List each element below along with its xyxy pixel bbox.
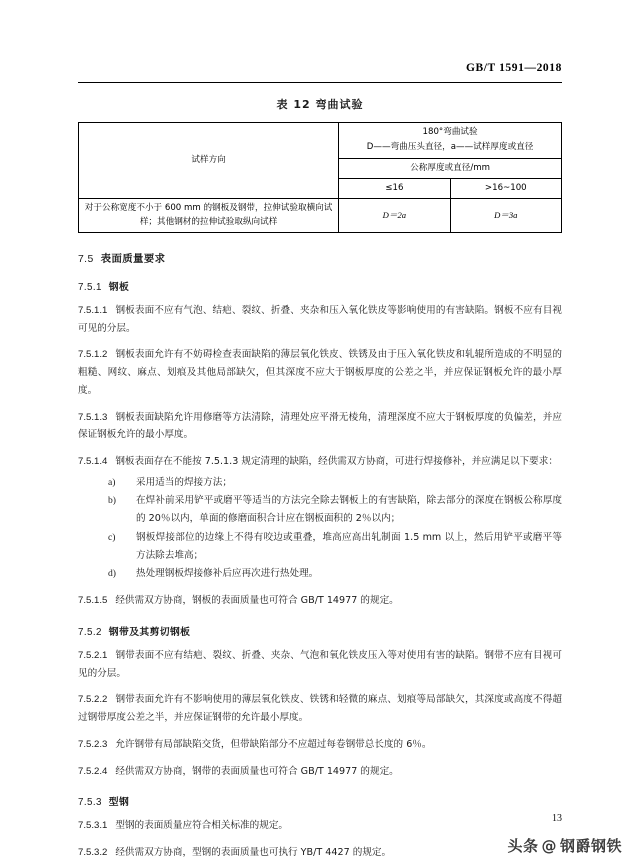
table-cell-value-1: D＝2a: [339, 199, 450, 233]
section-title-7-5: 表面质量要求: [100, 252, 166, 265]
clause-7-5-1-3: [78, 409, 562, 444]
table-row: [79, 199, 562, 233]
header-divider: [78, 82, 562, 83]
section-title-7-5-2: 钢带及其剪切钢板: [108, 626, 191, 638]
table-header-direction: 试样方向: [79, 123, 339, 199]
table-header-col-1: ≤16: [339, 178, 450, 198]
watermark-at-symbol: @: [541, 836, 557, 855]
section-heading-7-5: [78, 250, 562, 265]
section-heading-7-5-3: [78, 794, 562, 808]
clause-7-5-2-1: [78, 647, 562, 682]
section-number-7-5-2: 7.5.2: [78, 626, 102, 638]
list-item-text: 采用适当的焊接方法；: [136, 476, 232, 488]
section-number-7-5-1: 7.5.1: [78, 281, 102, 293]
list-item-text: 在焊补前采用铲平或磨平等适当的方法完全除去钢板上的有害缺陷，除去部分的深度在钢板公称厚度的 20％以内，单面的修磨面积合计应在钢板面积的 2％以内；: [136, 495, 562, 525]
clause-7-5-3-2: [78, 844, 562, 862]
clause-number: 7.5.1.1: [78, 304, 108, 316]
clause-text: 型钢的表面质量应符合相关标准的规定。: [115, 820, 289, 832]
watermark-account: 钢爵钢铁: [559, 837, 622, 855]
list-marker: a): [108, 476, 116, 488]
table-header-bend-test: [339, 123, 562, 159]
clause-number: 7.5.1.5: [78, 595, 108, 607]
lettered-list: [78, 474, 562, 583]
clause-7-5-1-1: [78, 302, 562, 337]
list-item: [78, 529, 562, 564]
clause-text: 经供需双方协商，型钢的表面质量也可执行 YB/T 4427 的规定。: [115, 847, 392, 859]
table-caption: 表 12 弯曲试验: [276, 98, 364, 111]
clause-number: 7.5.3.2: [78, 847, 108, 859]
clause-7-5-1-4: [78, 453, 562, 471]
clause-text: 钢带表面允许有不影响使用的薄层氧化铁皮、铁锈和轻微的麻点、划痕等局部缺欠，其深度或高度不得超过钢带厚度公差之半，并应保证钢带的允许最小厚度。: [78, 694, 562, 724]
clause-text: 钢带表面不应有结疤、裂纹、折叠、夹杂、气泡和氧化铁皮压入等对使用有害的缺陷。钢带不应有目视可见的分层。: [78, 649, 562, 679]
section-title-7-5-3: 型钢: [108, 797, 130, 809]
clause-text: 钢板表面不应有气泡、结疤、裂纹、折叠、夹杂和压入氧化铁皮等影响使用的有害缺陷。钢板不应有目视可见的分层。: [78, 304, 562, 334]
clause-number: 7.5.2.4: [78, 765, 108, 777]
section-number-7-5-3: 7.5.3: [78, 797, 102, 809]
clause-number: 7.5.1.4: [78, 456, 108, 468]
bend-test-definition: D——弯曲压头直径，a——试样厚度或直径: [366, 142, 534, 153]
clause-7-5-1-2: [78, 346, 562, 399]
page-number: 13: [552, 813, 562, 824]
list-item-text: 热处理钢板焊接修补后应再次进行热处理。: [136, 568, 319, 580]
list-item: [78, 474, 562, 492]
list-item: [78, 492, 562, 527]
clause-text: 允许钢带有局部缺陷交货，但带缺陷部分不应超过每卷钢带总长度的 6％。: [115, 738, 432, 750]
clause-number: 7.5.2.1: [78, 649, 108, 661]
table-cell-direction-text: 对于公称宽度不小于 600 mm 的钢板及钢带，拉伸试验取横向试样；其他钢材的拉伸试验取纵向试样: [79, 199, 339, 233]
bending-test-table: [78, 122, 562, 233]
watermark: [507, 835, 622, 856]
clause-number: 7.5.2.2: [78, 694, 108, 706]
section-heading-7-5-1: [78, 279, 562, 293]
clause-7-5-2-3: [78, 736, 562, 754]
clause-number: 7.5.3.1: [78, 820, 108, 832]
clause-7-5-2-4: [78, 763, 562, 781]
section-heading-7-5-2: [78, 624, 562, 638]
clause-text: 经供需双方协商，钢带的表面质量也可符合 GB/T 14977 的规定。: [115, 765, 399, 777]
clause-text: 钢板表面缺陷允许用修磨等方法清除，清理处应平滑无棱角，清理深度不应大于钢板厚度的负偏差，并应保证钢板允许的最小厚度。: [78, 411, 562, 441]
list-marker: d): [108, 568, 116, 580]
table-header-row-1: [79, 123, 562, 159]
running-header: GB/T 1591—2018: [465, 62, 562, 74]
list-marker: b): [108, 495, 116, 507]
bend-test-title: 180°弯曲试验: [422, 127, 478, 137]
table-header-thickness: 公称厚度或直径/mm: [339, 158, 562, 178]
page-content: [78, 96, 562, 862]
list-item-text: 钢板焊接部位的边缘上不得有咬边或重叠，堆高应高出轧制面 1.5 mm 以上，然后用铲平或磨平等方法除去堆高；: [136, 531, 562, 561]
clause-number: 7.5.1.2: [78, 349, 108, 361]
list-marker: c): [108, 531, 116, 543]
list-item: [78, 565, 562, 583]
table-cell-value-2: D＝3a: [450, 199, 561, 233]
clause-number: 7.5.1.3: [78, 411, 108, 423]
clause-text: 经供需双方协商，钢板的表面质量也可符合 GB/T 14977 的规定。: [115, 595, 399, 607]
clause-text: 钢板表面允许有不妨碍检查表面缺陷的薄层氧化铁皮、铁锈及由于压入氧化铁皮和轧辊所造成的不明显的粗糙、网纹、麻点、划痕及其他局部缺欠，但其深度不应大于钢板厚度的公差之半，并应保证钢板允许的最小厚度。: [78, 349, 562, 396]
table-header-col-2: >16~100: [450, 178, 561, 198]
clause-text: 钢板表面存在不能按 7.5.1.3 规定清理的缺陷，经供需双方协商，可进行焊接修补，并应满足以下要求：: [115, 456, 558, 468]
section-title-7-5-1: 钢板: [108, 281, 130, 293]
clause-7-5-2-2: [78, 691, 562, 726]
watermark-source: 头条: [507, 837, 539, 855]
clause-number: 7.5.2.3: [78, 738, 108, 750]
section-number-7-5: 7.5: [78, 253, 94, 265]
clause-7-5-3-1: [78, 817, 562, 835]
clause-7-5-1-5: [78, 592, 562, 610]
